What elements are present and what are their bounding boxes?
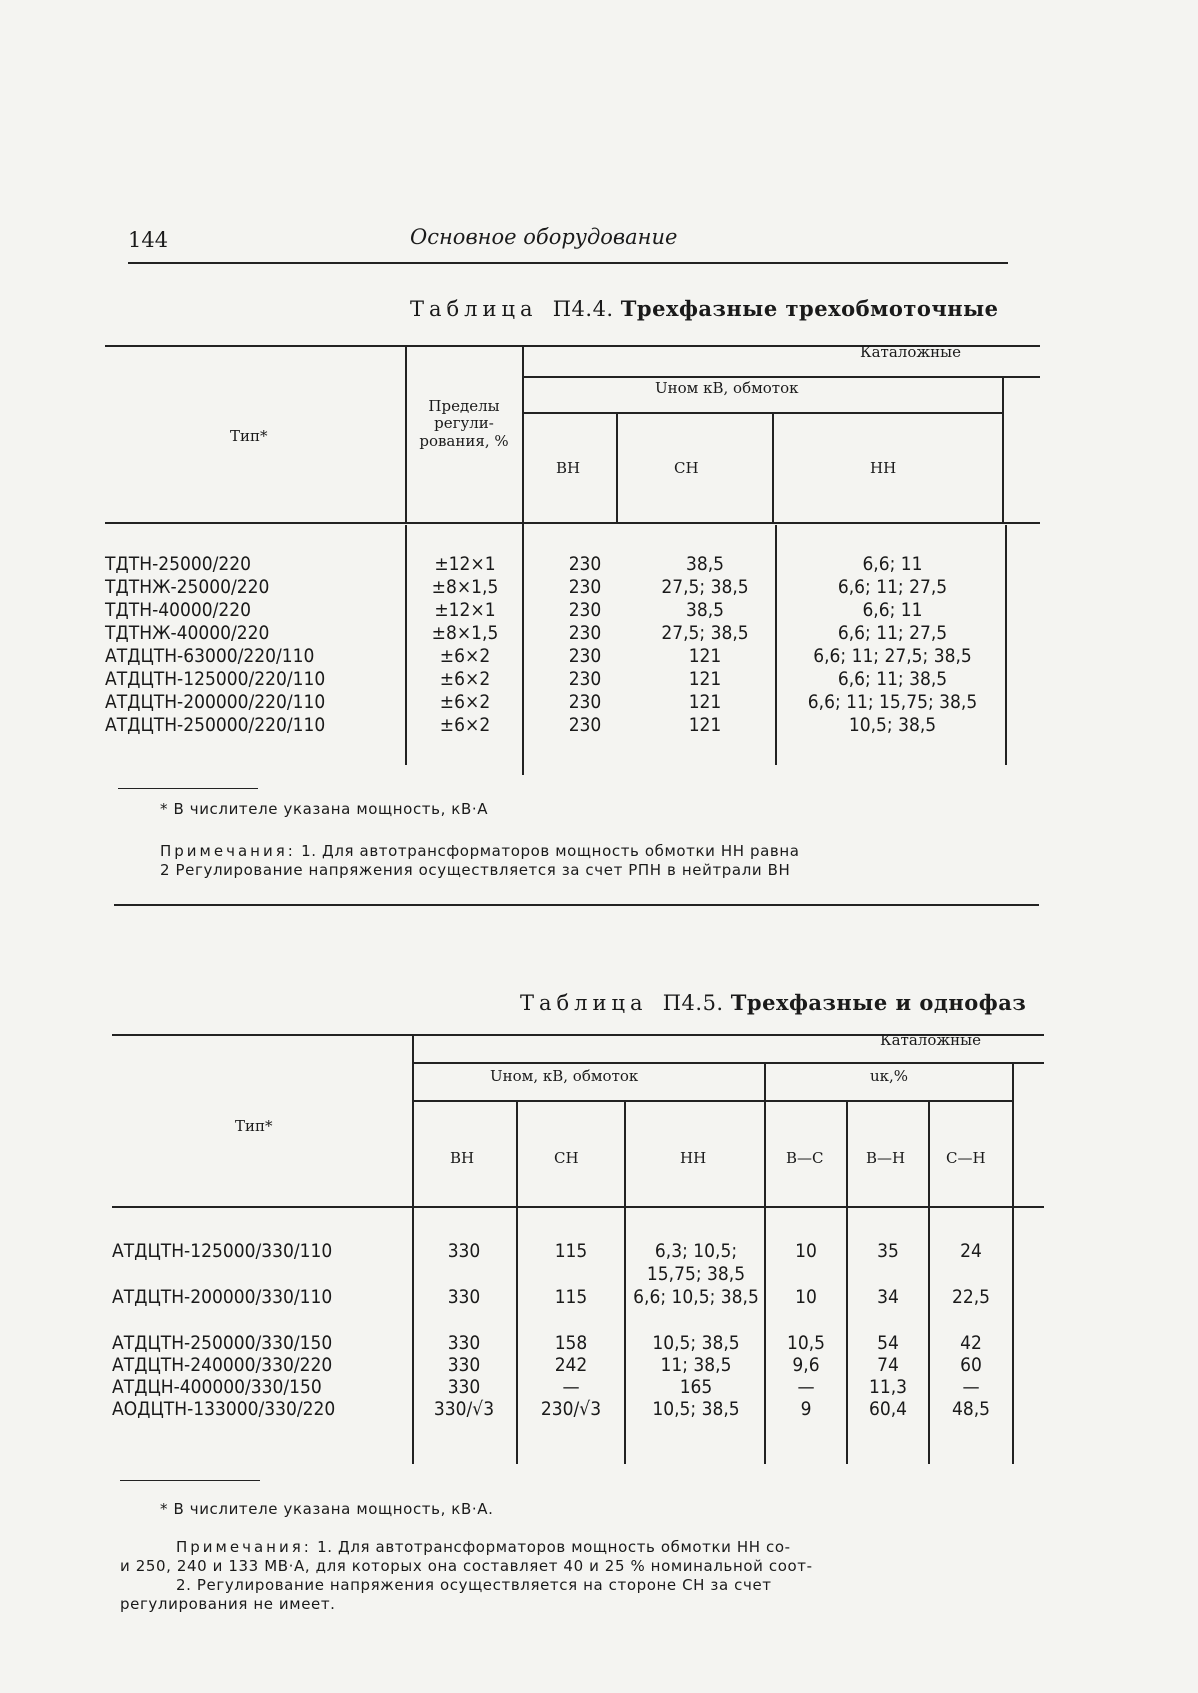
table1-cell-sn: 27,5; 38,5 bbox=[661, 622, 749, 644]
table1-header-bottom-rule bbox=[105, 522, 1040, 524]
table2-header-vs: В—С bbox=[786, 1149, 824, 1167]
table1-cell-vn: 230 bbox=[568, 622, 602, 644]
table1-cell-vn: 230 bbox=[568, 668, 602, 690]
table1-vline bbox=[1002, 376, 1004, 523]
table2-cell-vs: 9,6 bbox=[792, 1354, 820, 1376]
table2-cell-vs: 9 bbox=[800, 1398, 812, 1420]
table1-cell-range: ±6×2 bbox=[439, 691, 491, 713]
table1-notes-label: Примечания: bbox=[160, 842, 296, 860]
table1-cell-range: ±8×1,5 bbox=[431, 622, 499, 644]
table1-header-catalog: Каталожные bbox=[860, 343, 961, 361]
table2-header-snn: С—Н bbox=[946, 1149, 986, 1167]
table1-note1: 1. Для автотрансформаторов мощность обмотки НН равна bbox=[301, 842, 800, 860]
table1-header-vn: ВН bbox=[556, 459, 581, 477]
table2-cell-vs: 10 bbox=[795, 1286, 817, 1308]
table2-caption-title: Трехфазные и однофаз bbox=[730, 990, 1027, 1015]
table2-cell-snn: 22,5 bbox=[951, 1286, 991, 1308]
table1-vline bbox=[772, 412, 774, 523]
table2-note2: 2. Регулирование напряжения осуществляется на стороне СН за счет bbox=[176, 1576, 772, 1594]
table1-vline bbox=[405, 345, 407, 523]
table1-vline bbox=[616, 412, 618, 523]
table1-footnote: * В числителе указана мощность, кВ·А bbox=[160, 800, 489, 818]
table1-cell-nn: 6,6; 11; 38,5 bbox=[837, 668, 948, 690]
table2-vline bbox=[1012, 1062, 1014, 1464]
table2-caption bbox=[520, 990, 1026, 1015]
table2-cell-vs: 10,5 bbox=[786, 1332, 826, 1354]
table2-cell-vs: — bbox=[797, 1376, 815, 1398]
table1-cell-vn: 230 bbox=[568, 645, 602, 667]
table1-cell-range: ±6×2 bbox=[439, 714, 491, 736]
table2-cell-vn: 330 bbox=[447, 1376, 481, 1398]
table1-cell-sn: 121 bbox=[688, 668, 722, 690]
table2-cell-nn: 10,5; 38,5 bbox=[652, 1332, 740, 1354]
table2-cell-vnn: 74 bbox=[877, 1354, 899, 1376]
table2-cell-type: АОДЦТН-133000/330/220 bbox=[112, 1398, 336, 1420]
table2-header-bottom-rule bbox=[112, 1206, 1044, 1208]
table1-cell-nn: 6,6; 11; 27,5; 38,5 bbox=[813, 645, 972, 667]
table2-cell-type: АТДЦТН-200000/330/110 bbox=[112, 1286, 333, 1308]
table2-cell-vnn: 35 bbox=[877, 1240, 899, 1262]
table1-note2: 2 Регулирование напряжения осуществляется за счет РПН в нейтрали ВН bbox=[160, 861, 791, 879]
table1-cell-type: ТДТНЖ-40000/220 bbox=[105, 622, 270, 644]
table2-cell-vnn: 60,4 bbox=[868, 1398, 908, 1420]
table1-cell-sn: 38,5 bbox=[685, 599, 725, 621]
table1-cell-sn: 121 bbox=[688, 691, 722, 713]
table2-cell-snn: 60 bbox=[960, 1354, 982, 1376]
table1-cell-type: АТДЦТН-125000/220/110 bbox=[105, 668, 326, 690]
table1-header-type: Тип* bbox=[230, 427, 268, 445]
table2-cell-vn: 330 bbox=[447, 1286, 481, 1308]
table2-cell-vnn: 54 bbox=[877, 1332, 899, 1354]
table1-cell-sn: 121 bbox=[688, 714, 722, 736]
table1-cell-nn: 6,6; 11; 15,75; 38,5 bbox=[807, 691, 978, 713]
table2-cell-nn: 165 bbox=[679, 1376, 713, 1398]
table2-hline bbox=[414, 1100, 1014, 1102]
table1-cell-type: АТДЦТН-200000/220/110 bbox=[105, 691, 326, 713]
table1-cell-nn: 10,5; 38,5 bbox=[848, 714, 937, 736]
table1-cell-vn: 230 bbox=[568, 691, 602, 713]
table1-vline bbox=[405, 525, 407, 765]
table1-hline bbox=[524, 376, 1040, 378]
table2-header-sn: СН bbox=[554, 1149, 579, 1167]
table1-cell-vn: 230 bbox=[568, 599, 602, 621]
table1-cell-range: ±12×1 bbox=[434, 599, 496, 621]
table2-cell-vn: 330/√3 bbox=[433, 1398, 495, 1420]
table2-header-catalog: Каталожные bbox=[880, 1031, 981, 1049]
table2-notes bbox=[120, 1538, 813, 1614]
table2-cell-sn: 230/√3 bbox=[540, 1398, 602, 1420]
table2-cell-snn: — bbox=[962, 1376, 980, 1398]
table1-caption-prefix: Таблица bbox=[410, 297, 538, 321]
table1-cell-type: АТДЦТН-250000/220/110 bbox=[105, 714, 326, 736]
table2-header-type: Тип* bbox=[235, 1117, 273, 1135]
table1-cell-vn: 230 bbox=[568, 714, 602, 736]
table2-header-unom: Uном, кВ, обмоток bbox=[490, 1067, 639, 1085]
table2-caption-id: П4.5. bbox=[662, 991, 724, 1015]
table2-header-vn: ВН bbox=[450, 1149, 475, 1167]
table2-cell-vnn: 34 bbox=[877, 1286, 899, 1308]
table2-cell-type: АТДЦТН-250000/330/150 bbox=[112, 1332, 333, 1354]
table1-cell-nn: 6,6; 11 bbox=[862, 553, 923, 575]
table1-footnote-rule bbox=[118, 788, 258, 789]
table2-footnote-rule bbox=[120, 1480, 260, 1481]
table1-caption bbox=[410, 296, 999, 321]
table2-footnote: * В числителе указана мощность, кВ·А. bbox=[160, 1500, 494, 1518]
table1-vline bbox=[1005, 525, 1007, 765]
table2-caption-prefix: Таблица bbox=[520, 991, 648, 1015]
table1-cell-type: ТДТНЖ-25000/220 bbox=[105, 576, 270, 598]
table2-cell-type: АТДЦТН-125000/330/110 bbox=[112, 1240, 333, 1262]
table2-cell-snn: 42 bbox=[960, 1332, 982, 1354]
table2-note1b: и 250, 240 и 133 МВ·А, для которых она составляет 40 и 25 % номинальной соот- bbox=[120, 1557, 813, 1575]
table1-cell-nn: 6,6; 11; 27,5 bbox=[837, 576, 948, 598]
table1-cell-range: ±12×1 bbox=[434, 553, 496, 575]
table2-cell-sn: 158 bbox=[554, 1332, 588, 1354]
table1-cell-vn: 230 bbox=[568, 553, 602, 575]
table1-cell-type: АТДЦТН-63000/220/110 bbox=[105, 645, 315, 667]
table1-header-unom: Uном кВ, обмоток bbox=[655, 379, 799, 397]
table1-cell-sn: 121 bbox=[688, 645, 722, 667]
table2-cell-type: АТДЦТН-240000/330/220 bbox=[112, 1354, 333, 1376]
page-number: 144 bbox=[128, 228, 169, 252]
table2-cell-nn: 10,5; 38,5 bbox=[652, 1398, 740, 1420]
table1-caption-id: П4.4. bbox=[552, 297, 614, 321]
table2-cell-vs: 10 bbox=[795, 1240, 817, 1262]
table1-cell-vn: 230 bbox=[568, 576, 602, 598]
table1-cell-nn: 6,6; 11 bbox=[862, 599, 923, 621]
header-rule bbox=[128, 262, 1008, 264]
table1-cell-range: ±6×2 bbox=[439, 668, 491, 690]
table1-vline bbox=[522, 345, 524, 775]
table2-header-vnn: В—Н bbox=[866, 1149, 906, 1167]
table2-cell-vn: 330 bbox=[447, 1240, 481, 1262]
table2-cell-sn: 115 bbox=[554, 1240, 588, 1262]
table2-cell-sn: 242 bbox=[554, 1354, 588, 1376]
table2-cell-vn: 330 bbox=[447, 1354, 481, 1376]
table2-hline bbox=[414, 1062, 1044, 1064]
table1-cell-sn: 38,5 bbox=[685, 553, 725, 575]
table1-header-range: Пределы регули-рования, % bbox=[419, 397, 509, 450]
table1-header-sn: СН bbox=[674, 459, 699, 477]
table1-cell-range: ±6×2 bbox=[439, 645, 491, 667]
table2-header-uk: uк,% bbox=[870, 1067, 909, 1085]
table2-cell-snn: 24 bbox=[960, 1240, 982, 1262]
table1-hline bbox=[524, 412, 1002, 414]
table2-cell-nn: 11; 38,5 bbox=[660, 1354, 732, 1376]
table2-cell-sn: — bbox=[562, 1376, 580, 1398]
table1-cell-sn: 27,5; 38,5 bbox=[661, 576, 749, 598]
table2-notes-label: Примечания: bbox=[176, 1538, 312, 1556]
table2-cell-snn: 48,5 bbox=[951, 1398, 991, 1420]
running-title: Основное оборудование bbox=[410, 225, 678, 249]
table2-header-nn: НН bbox=[680, 1149, 707, 1167]
table1-cell-nn: 6,6; 11; 27,5 bbox=[837, 622, 948, 644]
table1-bottom-rule bbox=[114, 904, 1039, 906]
table1-caption-title: Трехфазные трехобмоточные bbox=[620, 296, 999, 321]
table2-cell-vnn: 11,3 bbox=[868, 1376, 908, 1398]
table2-cell-nn: 6,6; 10,5; 38,5 bbox=[633, 1286, 759, 1308]
table2-note1: 1. Для автотрансформаторов мощность обмотки НН со- bbox=[317, 1538, 791, 1556]
table1-header-nn: НН bbox=[870, 459, 897, 477]
table1-cell-type: ТДТН-25000/220 bbox=[105, 553, 252, 575]
table1-cell-range: ±8×1,5 bbox=[431, 576, 499, 598]
table2-cell-nn: 6,3; 10,5; 15,75; 38,5 bbox=[646, 1240, 746, 1285]
table2-vline bbox=[624, 1100, 626, 1464]
table2-cell-vn: 330 bbox=[447, 1332, 481, 1354]
table2-cell-sn: 115 bbox=[554, 1286, 588, 1308]
table1-vline bbox=[775, 525, 777, 765]
table2-cell-type: АТДЦН-400000/330/150 bbox=[112, 1376, 322, 1398]
table1-cell-type: ТДТН-40000/220 bbox=[105, 599, 252, 621]
table2-note2b: регулирования не имеет. bbox=[120, 1595, 336, 1613]
table1-notes bbox=[160, 842, 800, 880]
